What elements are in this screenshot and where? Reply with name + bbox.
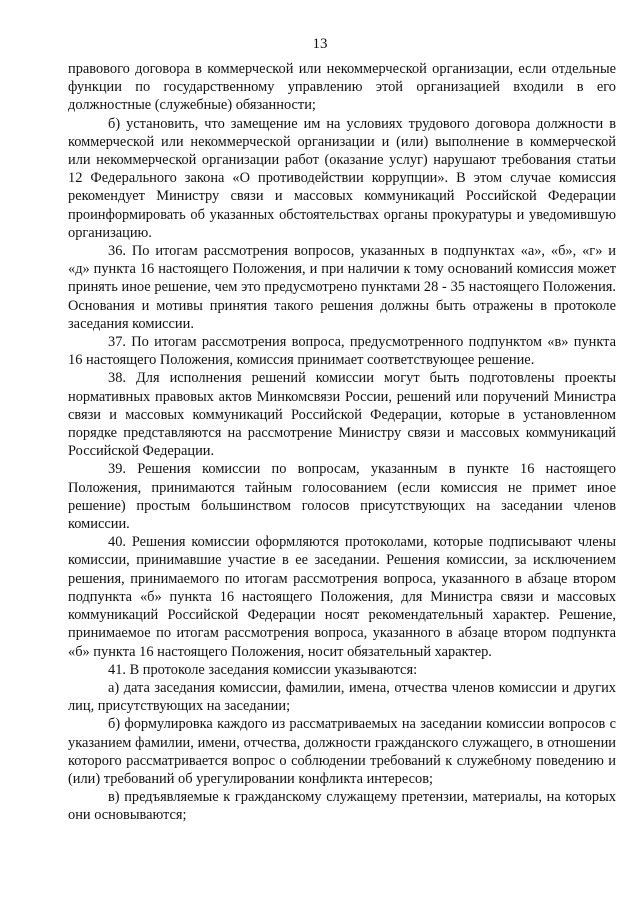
paragraph-39: 39. Решения комиссии по вопросам, указанным в пункте 16 настоящего Положения, принимаются тайным голосованием (если комиссия не примет иное решение) простым большинством голосов присутствующих на заседании членов комиссии. [68, 461, 616, 533]
paragraph-37: 37. По итогам рассмотрения вопроса, предусмотренного подпунктом «в» пункта 16 настоящего Положения, комиссия принимает соответствующее решение. [68, 334, 616, 369]
page-number: 13 [312, 36, 328, 52]
paragraph-41v: в) предъявляемые к гражданскому служащему претензии, материалы, на которых они основываются; [68, 789, 616, 824]
paragraph-40: 40. Решения комиссии оформляются протоколами, которые подписывают члены комиссии, принимавшие участие в ее заседании. Решения комиссии, за исключением решения, принимаемого по итогам рассмотрения вопроса, указанного в абзаце втором подпункта «б» пункта 16 настоящего Положения, для Министра связи и массовых коммуникаций Российской Федерации носят рекомендательный характер. Решение, принимаемое по итогам рассмотрения вопроса, указанного в абзаце втором подпункта «б» пункта 16 настоящего Положения, носит обязательный характер. [68, 534, 616, 660]
paragraph-38: 38. Для исполнения решений комиссии могут быть подготовлены проекты нормативных правовых актов Минкомсвязи России, решений или поручений Министра связи и массовых коммуникаций Российской Федерации, которые в установленном порядке представляются на рассмотрение Министру связи и массовых коммуникаций Российской Федерации. [68, 370, 616, 460]
paragraph-35b: б) установить, что замещение им на условиях трудового договора должности в коммерческой или некоммерческой организации и (или) выполнение в коммерческой или некоммерческой организации работ (оказание услуг) нарушают требования статьи 12 Федерального закона «О противодействии коррупции». В этом случае комиссия рекомендует Министру связи и массовых коммуникаций Российской Федерации проинформировать об указанных обстоятельствах органы прокуратуры и уведомившую организацию. [68, 115, 616, 241]
paragraph-41b: б) формулировка каждого из рассматриваемых на заседании комиссии вопросов с указанием фамилии, имени, отчества, должности гражданского служащего, в отношении которого рассматривается вопрос о соблюдении требований к служебному поведению и (или) требований об урегулировании конфликта интересов; [68, 716, 616, 787]
paragraph-41: 41. В протоколе заседания комиссии указываются: [108, 661, 418, 678]
paragraph-41a: а) дата заседания комиссии, фамилии, имена, отчества членов комиссии и других лиц, присутствующих на заседании; [68, 679, 616, 715]
document-body [68, 60, 616, 825]
paragraph-36: 36. По итогам рассмотрения вопросов, указанных в подпунктах «а», «б», «г» и «д» пункта 16 настоящего Положения, и при наличии к тому оснований комиссия может принять иное решение, чем это предусмотрено пунктами 28 - 35 настоящего Положения. Основания и мотивы принятия такого решения должны быть отражены в протоколе заседания комиссии. [68, 243, 616, 332]
paragraph-continuation: правового договора в коммерческой или некоммерческой организации, если отдельные функции по государственному управлению этой организацией входили в его должностные (служебные) обязанности; [68, 61, 616, 114]
